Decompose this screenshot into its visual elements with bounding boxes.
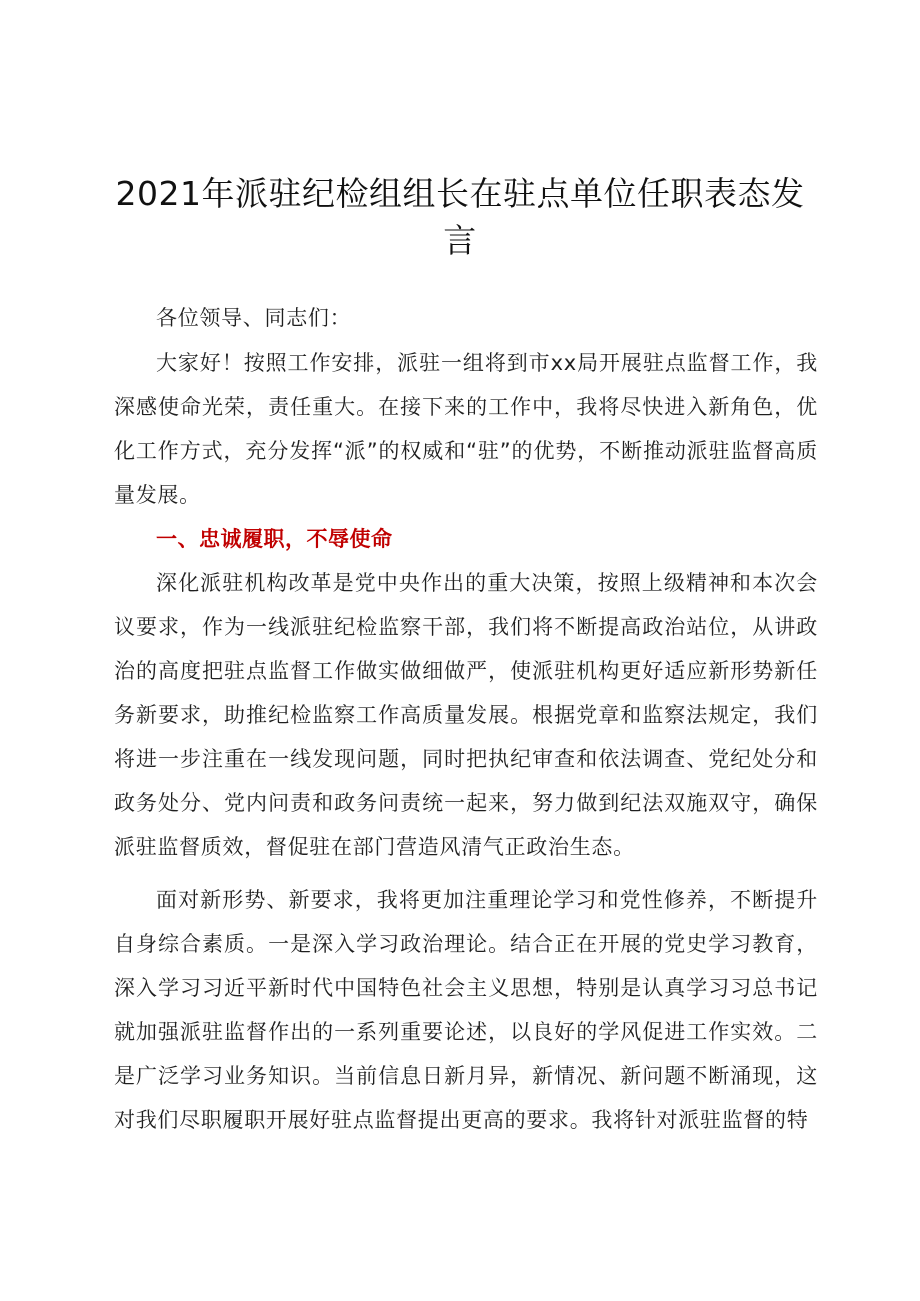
section-heading-1: 一、忠诚履职，不辱使命 <box>156 527 393 551</box>
document-title: 2021年派驻纪检组组长在驻点单位任职表态发言 <box>115 174 805 260</box>
document-body <box>114 296 818 1142</box>
paragraph-section1-1: 深化派驻机构改革是党中央作出的重大决策，按照上级精神和本次会议要求，作为一线派驻纪检监察干部，我们将不断提高政治站位，从讲政治的高度把驻点监督工作做实做细做严，使派驻机构更好适应新形势新任务新要求，助推纪检监察工作高质量发展。根据党章和监察法规定，我们将进一步注重在一线发现问题，同时把执纪审查和依法调查、党纪处分和政务处分、党内问责和政务问责统一起来，努力做到纪法双施双守，确保派驻监督质效，督促驻在部门营造风清气正政治生态。 <box>114 571 818 859</box>
salutation: 各位领导、同志们： <box>156 306 352 330</box>
paragraph-intro: 大家好！按照工作安排，派驻一组将到市xx局开展驻点监督工作，我深感使命光荣，责任重大。在接下来的工作中，我将尽快进入新角色，优化工作方式，充分发挥“派”的权威和“驻”的优势，不断推动派驻监督高质量发展。 <box>114 351 818 507</box>
paragraph-section1-2: 面对新形势、新要求，我将更加注重理论学习和党性修养，不断提升自身综合素质。一是深入学习政治理论。结合正在开展的党史学习教育，深入学习习近平新时代中国特色社会主义思想，特别是认真学习习总书记就加强派驻监督作出的一系列重要论述，以良好的学风促进工作实效。二是广泛学习业务知识。当前信息日新月异，新情况、新问题不断涌现，这对我们尽职履职开展好驻点监督提出更高的要求。我将针对派驻监督的特 <box>114 888 818 1132</box>
